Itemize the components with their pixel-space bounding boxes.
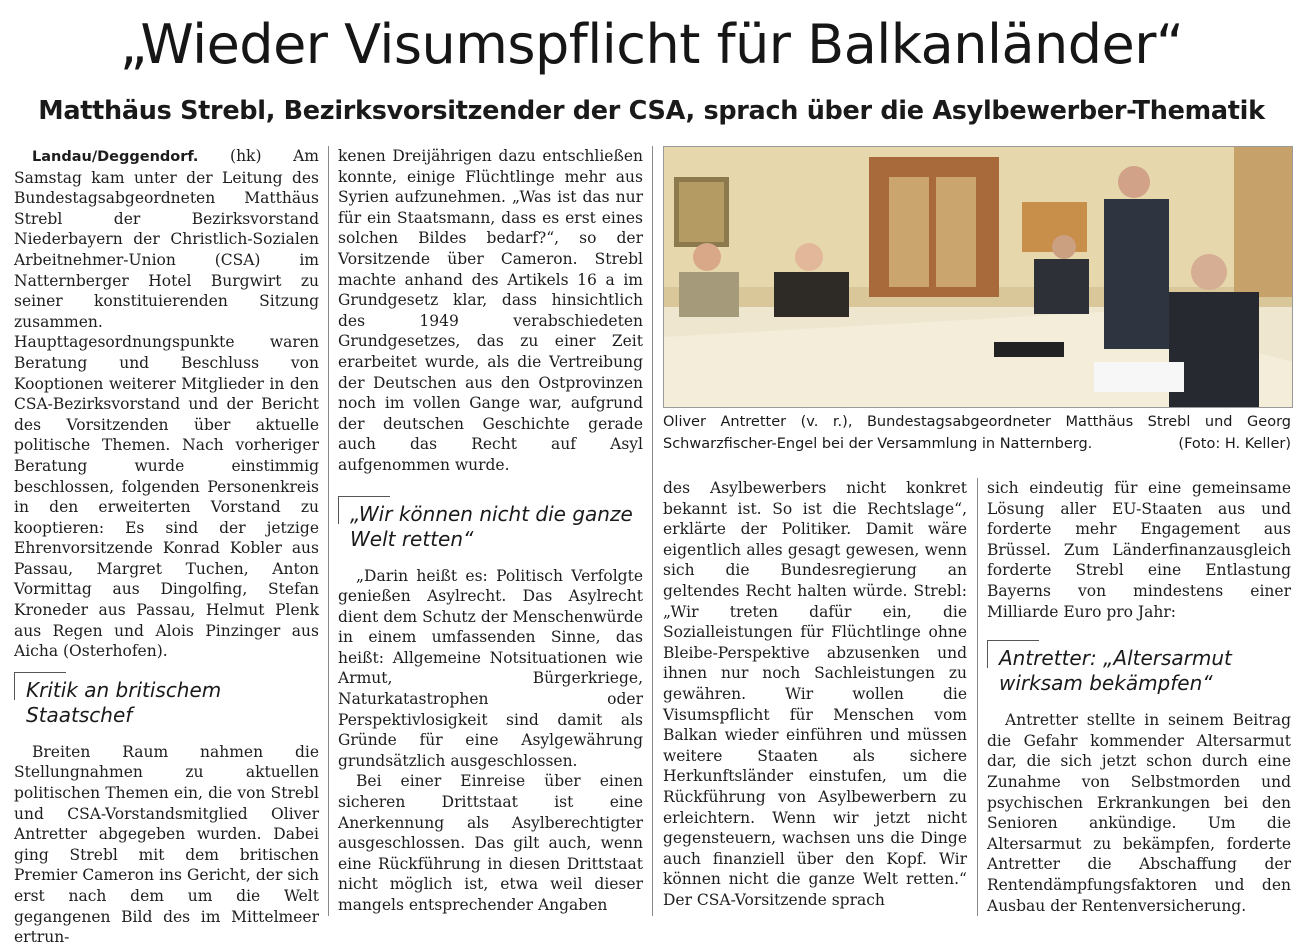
paragraph: „Darin heißt es: Politisch Verfolgte genießen Asylrecht. Das Asylrecht dient dem Schutz der Menschenwürde in einem umfassenden Sinne, das heißt: Allgemeine Notsituationen wie Armut, Bürgerkriege, Naturkatastrophen oder Perspektivlosigkeit sind damit als Gründe für eine Asylgewährung grundsätzlich ausgeschlossen. (338, 566, 643, 770)
meeting-photo-image (664, 147, 1292, 407)
paragraph (14, 146, 319, 662)
caption-text: Oliver Antretter (v. r.), Bundestagsabgeordneter Matthäus Strebl und Georg Schwarzfischer-Engel bei der Versammlung in Natternberg. (663, 414, 1291, 452)
column-divider (652, 146, 653, 916)
dateline: Landau/Deggendorf. (32, 149, 199, 165)
paragraph: kenen Dreijährigen dazu entschließen konnte, einige Flüchtlinge mehr aus Syrien aufzunehmen. „Was ist das nur für ein Staatsmann, dass es erst eines solchen Bildes bedarf?“, so der Vorsitzende über Cameron. Strebl machte anhand des Artikels 16 a im Grundgesetz klar, dass hinsichtlich des 1949 verabschiedeten Grundgesetzes, das zu einer Zeit erarbeitet wurde, als die Vertreibung der Deutschen aus den Ostprovinzen noch im vollen Gange war, aufgrund der deutschen Geschichte gerade auch das Recht auf Asyl aufgenommen wurde. (338, 147, 643, 474)
section-subtitle: „Wir können nicht die ganze Welt retten“ (338, 502, 643, 552)
paragraph: Breiten Raum nahmen die Stellungnahmen zu aktuellen politischen Themen ein, die von Strebl und CSA-Vorstandsmitglied Oliver Antretter abgegeben wurden. Dabei ging Strebl mit dem britischen Premier Cameron ins Gericht, der sich erst nach dem um die Welt gegangenen Bild des im Mittelmeer ertrun- (14, 742, 319, 947)
paragraph: Antretter stellte in seinem Beitrag die Gefahr kommender Altersarmut dar, die sich jetzt schon durch eine Zunahme von Selbstmorden und psychischen Erkrankungen bei den Senioren ankündige. Um die Altersarmut zu bekämpfen, forderte Antretter die Abschaffung der Rentendämpfungsfaktoren und den Ausbau der Rentenversicherung. (987, 711, 1291, 915)
section-subtitle: Antretter: „Altersarmut wirksam bekämpfen“ (987, 646, 1291, 696)
column-divider (328, 146, 329, 916)
section-subtitle: Kritik an britischem Staatschef (14, 678, 319, 728)
column-3 (663, 478, 967, 910)
photo-credit: (Foto: H. Keller) (1178, 436, 1291, 452)
paragraph: sich eindeutig für eine gemeinsame Lösung aller EU-Staaten aus und forderte mehr Engagement aus Brüssel. Zum Länderfinanzausgleich forderte Strebl eine Entlastung Bayerns von mindestens einer Milliarde Euro pro Jahr: (987, 479, 1291, 621)
headline: „Wieder Visumspflicht für Balkanländer“ (119, 13, 1184, 76)
column-divider (977, 478, 978, 916)
paragraph: Bei einer Einreise über einen sicheren Drittstaat ist eine Anerkennung als Asylberechtigter ausgeschlossen. Das gilt auch, wenn eine Rückführung in diesen Drittstaat nicht möglich ist, etwa weil dieser mangels entsprechender Angaben (338, 772, 643, 914)
column-1 (14, 146, 319, 948)
article-photo (663, 146, 1293, 408)
photo-caption (663, 411, 1291, 455)
subheadline: Matthäus Strebl, Bezirksvorsitzender der CSA, sprach über die Asylbewerber-Thematik (38, 96, 1265, 126)
column-4 (987, 478, 1291, 916)
paragraph: des Asylbewerbers nicht konkret bekannt ist. So ist die Rechtslage“, erklärte der Politiker. Damit wäre eigentlich alles gesagt gewesen, wenn sich die Bundesregierung an geltendes Recht halten würde. Strebl: „Wir treten dafür ein, die Sozialleistungen für Flüchtlinge ohne Bleibe-Perspektive abzusenken und ihnen nur noch Sachleistungen zu gewähren. Wir wollen die Visumspflicht für Menschen vom Balkan wieder einführen und müssen weitere Staaten als sichere Herkunftsländer einstufen, um die Rückführung von Asylbewerbern zu erleichtern. Wenn wir jetzt nicht gegensteuern, wachsen uns die Dinge auch finanziell über den Kopf. Wir können nicht die ganze Welt retten.“ Der CSA-Vorsitzende sprach (663, 479, 967, 909)
paragraph-text: (hk) Am Samstag kam unter der Leitung des Bundestagsabgeordneten Matthäus Strebl der Bezirksvorstand Niederbayern der Christlich-Sozialen Arbeitnehmer-Union (CSA) im Natternberger Hotel Burgwirt zu seiner konstituierenden Sitzung zusammen. Haupttagesordnungspunkte waren Beratung und Beschluss von Kooptionen weiterer Mitglieder in den CSA-Bezirksvorstand und der Bericht des Vorsitzenden über aktuelle politische Themen. Nach vorheriger Beratung wurde einstimmig beschlossen, folgenden Personenkreis in den erweiterten Vorstand zu kooptieren: Es sind der jetzige Ehrenvorsitzende Konrad Kobler aus Passau, Margret Tuchen, Anton Vormittag aus Dingolfing, Stefan Kroneder aus Passau, Helmut Plenk aus Regen und Alois Pinzinger aus Aicha (Osterhofen). (14, 147, 319, 661)
column-2 (338, 146, 643, 916)
